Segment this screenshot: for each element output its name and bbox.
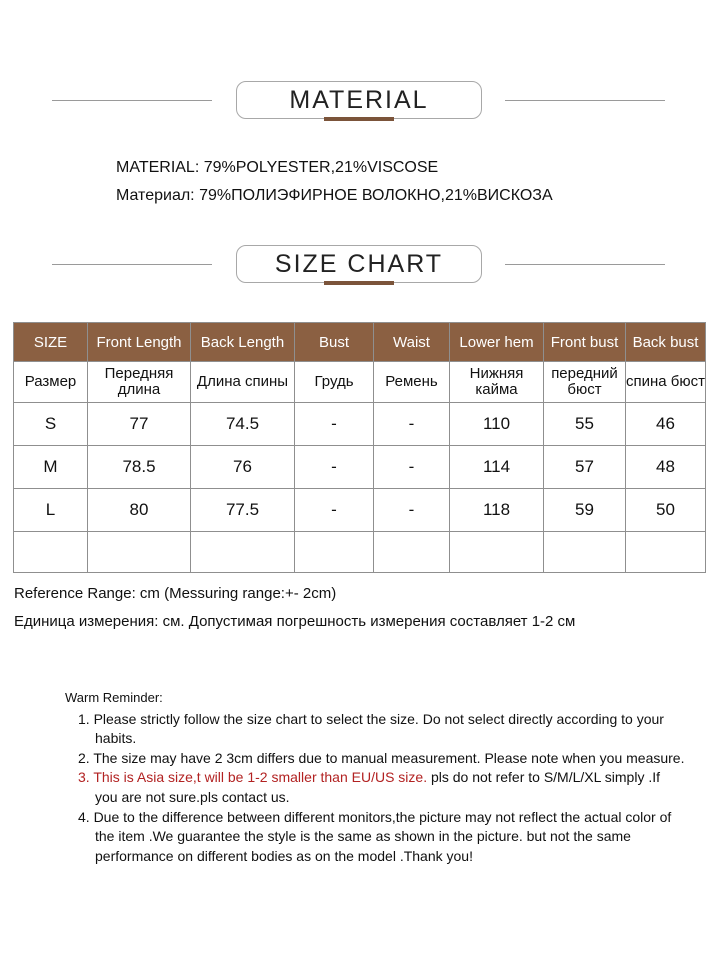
header-cell-ru: Ремень <box>374 362 450 403</box>
warm-reminder <box>65 688 685 866</box>
table-header-row-ru <box>14 362 706 403</box>
table-cell: 50 <box>626 489 706 532</box>
divider-right <box>505 264 665 265</box>
table-cell <box>626 532 706 573</box>
table-row-empty <box>14 532 706 573</box>
heading-accent-bar <box>324 281 394 285</box>
divider-left <box>52 264 212 265</box>
header-cell-ru: передний бюст <box>544 362 626 403</box>
table-cell: 114 <box>450 446 544 489</box>
material-heading: MATERIAL <box>289 85 429 114</box>
table-cell: 74.5 <box>191 403 295 446</box>
header-cell-ru: Передняя длина <box>88 362 191 403</box>
header-cell: Back Length <box>191 323 295 362</box>
table-cell <box>450 532 544 573</box>
table-cell <box>14 532 88 573</box>
material-value-ru: 79%ПОЛИЭФИРНОЕ ВОЛОКНО,21%ВИСКОЗА <box>199 187 553 204</box>
table-cell <box>295 532 374 573</box>
size-chart-table <box>13 322 706 573</box>
size-chart-heading: SIZE CHART <box>274 249 444 278</box>
reminder-title: Warm Reminder: <box>65 690 163 705</box>
reference-note-en: Reference Range: cm (Messuring range:+- 2cm) <box>14 585 337 602</box>
table-row <box>14 446 706 489</box>
header-cell: Waist <box>374 323 450 362</box>
table-cell: - <box>295 446 374 489</box>
header-cell-ru: Размер <box>14 362 88 403</box>
material-line-ru <box>116 187 553 205</box>
table-cell: 77 <box>88 403 191 446</box>
table-cell: - <box>374 489 450 532</box>
table-cell: - <box>374 446 450 489</box>
table-cell: 118 <box>450 489 544 532</box>
header-cell: Front bust <box>544 323 626 362</box>
material-value-en: 79%POLYESTER,21%VISCOSE <box>203 159 439 176</box>
divider-right <box>505 100 665 101</box>
reminder-item-3 <box>65 768 685 807</box>
table-cell: - <box>374 403 450 446</box>
divider-left <box>52 100 212 101</box>
material-line-en <box>116 159 438 177</box>
heading-accent-bar <box>324 117 394 121</box>
table-row <box>14 489 706 532</box>
header-cell-ru: Длина спины <box>191 362 295 403</box>
header-cell: Lower hem <box>450 323 544 362</box>
reminder-item-3-warning: 3. This is Asia size,t will be 1-2 smaller than EU/US size. <box>78 769 428 786</box>
header-cell: Bust <box>295 323 374 362</box>
table-cell: 78.5 <box>88 446 191 489</box>
table-cell: 55 <box>544 403 626 446</box>
table-cell: 77.5 <box>191 489 295 532</box>
table-row <box>14 403 706 446</box>
table-cell: - <box>295 403 374 446</box>
table-cell: - <box>295 489 374 532</box>
table-cell: M <box>14 446 88 489</box>
material-label-en: MATERIAL: <box>116 159 200 176</box>
table-cell: 76 <box>191 446 295 489</box>
reminder-item-2: 2. The size may have 2 3cm differs due to manual measurement. Please note when you measure. <box>78 749 685 766</box>
material-label-ru: Материал: <box>116 187 195 204</box>
table-cell: 110 <box>450 403 544 446</box>
header-cell-ru: спина бюст <box>626 362 706 403</box>
reference-note-ru: Единица измерения: см. Допустимая погрешность измерения составляет 1-2 см <box>14 613 576 630</box>
table-cell: S <box>14 403 88 446</box>
table-cell: 80 <box>88 489 191 532</box>
header-cell: SIZE <box>14 323 88 362</box>
header-cell: Back bust <box>626 323 706 362</box>
material-heading-block <box>0 71 720 131</box>
reminder-item-1: 1. Please strictly follow the size chart to select the size. Do not select directly according to your habits. <box>78 710 664 747</box>
table-cell <box>544 532 626 573</box>
material-heading-box <box>236 81 482 119</box>
reminder-item-3-rest: pls do not refer to S/M/L/XL simply .If you are not sure.pls contact us. <box>95 769 661 805</box>
table-cell <box>191 532 295 573</box>
table-cell <box>88 532 191 573</box>
header-cell: Front Length <box>88 323 191 362</box>
table-cell: 57 <box>544 446 626 489</box>
table-cell <box>374 532 450 573</box>
size-chart-heading-block <box>0 235 720 295</box>
table-header-row <box>14 323 706 362</box>
table-cell: 46 <box>626 403 706 446</box>
size-chart-heading-box <box>236 245 482 283</box>
table-cell: L <box>14 489 88 532</box>
table-cell: 48 <box>626 446 706 489</box>
header-cell-ru: Грудь <box>295 362 374 403</box>
reminder-item-4: 4. Due to the difference between different monitors,the picture may not reflect the actual color of the item .We guarantee the style is the same as shown in the picture. but not the same performance on different bodies as on the model .Thank you! <box>78 808 672 864</box>
table-cell: 59 <box>544 489 626 532</box>
header-cell-ru: Нижняя кайма <box>450 362 544 403</box>
